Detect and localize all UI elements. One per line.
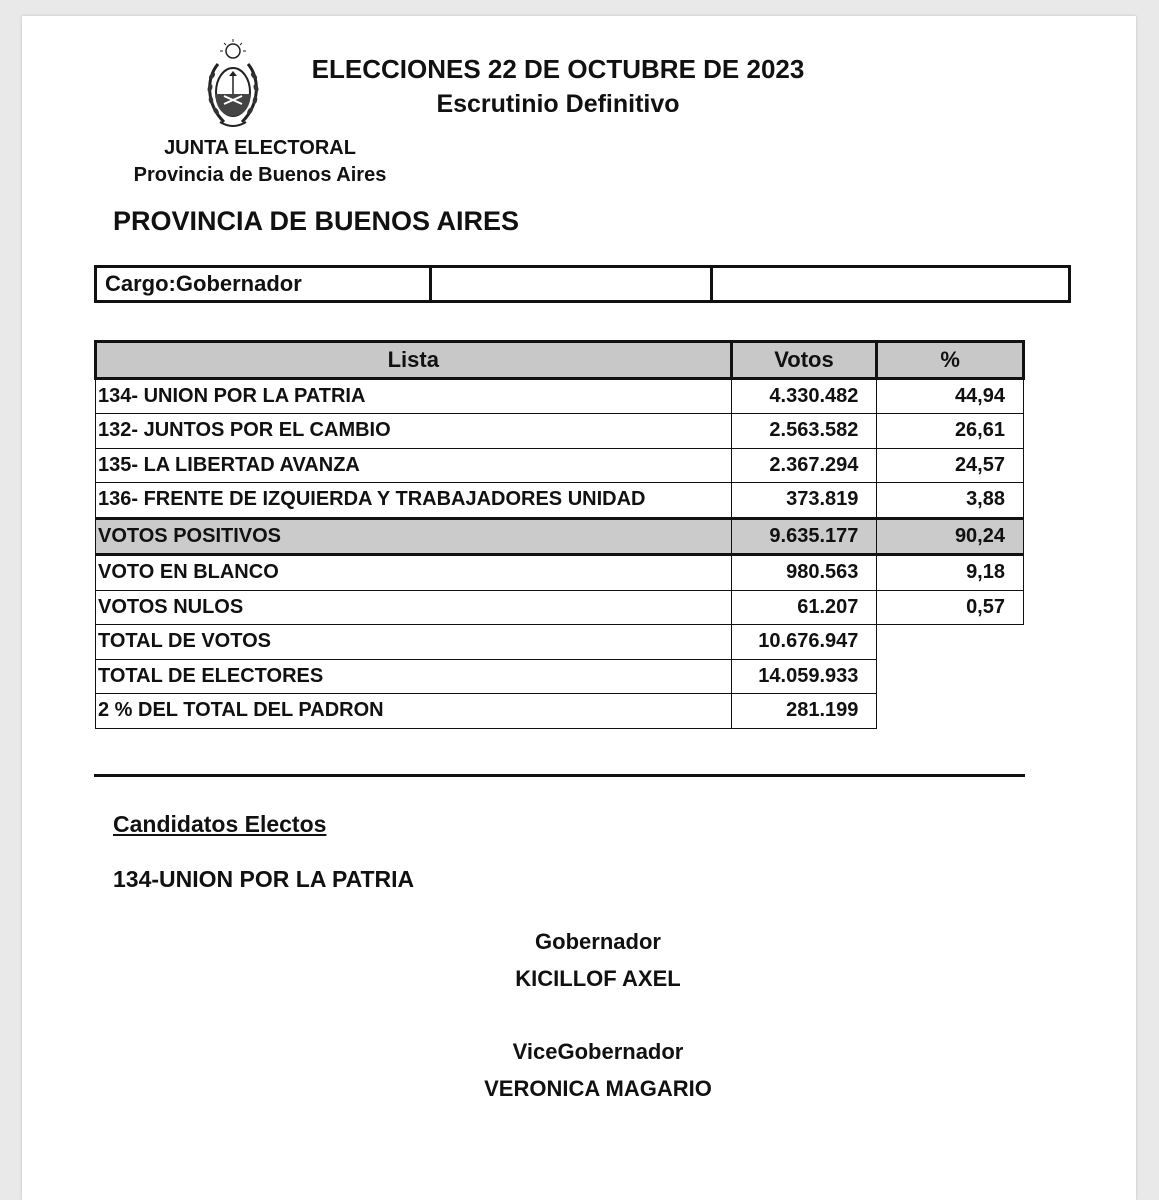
document-title: ELECCIONES 22 DE OCTUBRE DE 2023 <box>311 54 805 84</box>
table-row <box>96 625 1024 660</box>
row-lista: VOTO EN BLANCO <box>96 555 732 591</box>
empty-cell <box>877 625 1024 660</box>
row-pct: 0,57 <box>877 590 1024 625</box>
table-row <box>96 590 1024 625</box>
governor-role-label: Gobernador <box>535 929 661 954</box>
row-pct: 3,88 <box>877 483 1024 519</box>
table-row <box>96 555 1024 591</box>
table-row <box>96 378 1024 414</box>
cargo-table <box>94 265 1071 303</box>
row-pct: 26,61 <box>877 414 1024 449</box>
cargo-cell-3 <box>712 267 1070 302</box>
table-row <box>96 483 1024 519</box>
document-subtitle: Escrutinio Definitivo <box>436 90 680 118</box>
authority-name: JUNTA ELECTORAL <box>164 137 356 159</box>
row-votos: 2.563.582 <box>731 414 877 449</box>
column-header-votos: Votos <box>731 342 877 379</box>
row-lista: VOTOS POSITIVOS <box>96 518 732 555</box>
column-header-pct: % <box>877 342 1024 379</box>
positive-votes-row <box>96 518 1024 555</box>
row-votos: 61.207 <box>731 590 877 625</box>
coat-of-arms-icon <box>202 38 264 130</box>
section-divider <box>94 774 1025 777</box>
row-pct: 9,18 <box>877 555 1024 591</box>
results-header-row <box>96 342 1024 379</box>
table-row <box>96 414 1024 449</box>
cargo-cell-2 <box>431 267 712 302</box>
elected-candidates-heading: Candidatos Electos <box>113 811 327 837</box>
row-votos: 14.059.933 <box>731 659 877 694</box>
row-lista: 135- LA LIBERTAD AVANZA <box>96 448 732 483</box>
governor-name: KICILLOF AXEL <box>515 966 681 991</box>
row-pct: 44,94 <box>877 378 1024 414</box>
row-votos: 4.330.482 <box>731 378 877 414</box>
authority-province: Provincia de Buenos Aires <box>133 164 387 186</box>
column-header-lista: Lista <box>96 342 732 379</box>
row-lista: TOTAL DE ELECTORES <box>96 659 732 694</box>
row-pct: 90,24 <box>877 518 1024 555</box>
table-row <box>96 659 1024 694</box>
row-lista: 134- UNION POR LA PATRIA <box>96 378 732 414</box>
row-lista: 132- JUNTOS POR EL CAMBIO <box>96 414 732 449</box>
row-votos: 2.367.294 <box>731 448 877 483</box>
empty-cell <box>877 694 1024 729</box>
table-row <box>96 448 1024 483</box>
vice-governor-role-label: ViceGobernador <box>512 1039 684 1064</box>
cargo-label: Cargo:Gobernador <box>96 267 431 302</box>
row-votos: 281.199 <box>731 694 877 729</box>
province-heading: PROVINCIA DE BUENOS AIRES <box>113 206 520 236</box>
row-votos: 10.676.947 <box>731 625 877 660</box>
row-lista: TOTAL DE VOTOS <box>96 625 732 660</box>
row-lista: 2 % DEL TOTAL DEL PADRON <box>96 694 732 729</box>
row-votos: 980.563 <box>731 555 877 591</box>
row-pct: 24,57 <box>877 448 1024 483</box>
row-lista: VOTOS NULOS <box>96 590 732 625</box>
results-table <box>94 340 1025 729</box>
row-votos: 9.635.177 <box>731 518 877 555</box>
row-votos: 373.819 <box>731 483 877 519</box>
empty-cell <box>877 659 1024 694</box>
table-row <box>96 694 1024 729</box>
document-page <box>22 16 1136 1200</box>
winning-list: 134-UNION POR LA PATRIA <box>113 866 415 892</box>
vice-governor-name: VERONICA MAGARIO <box>484 1076 712 1101</box>
row-lista: 136- FRENTE DE IZQUIERDA Y TRABAJADORES UNIDAD <box>96 483 732 519</box>
